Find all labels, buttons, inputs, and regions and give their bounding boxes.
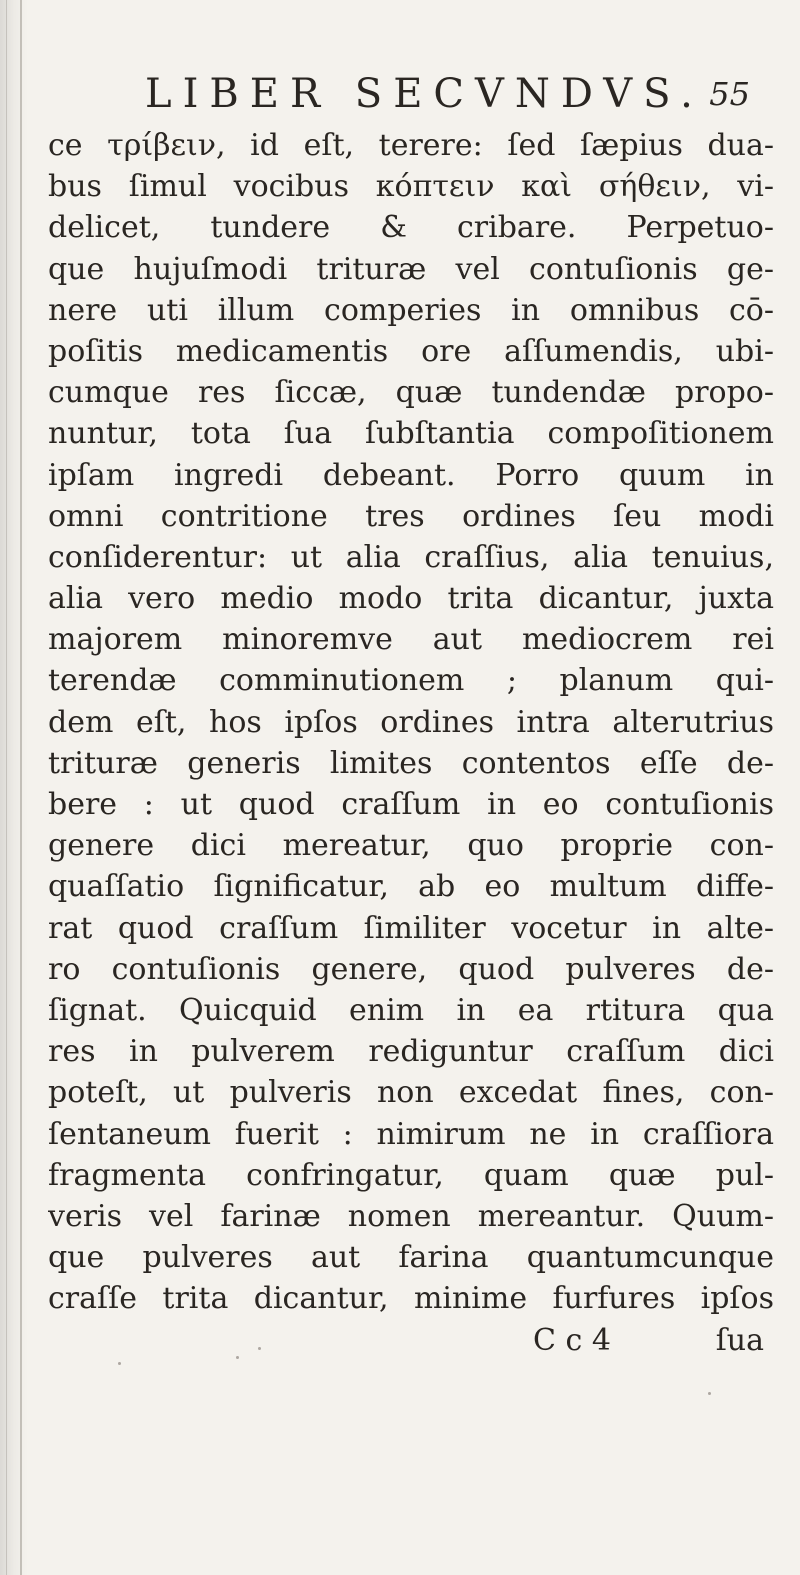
text-line: nuntur, tota ſua ſubſtantia compoſitionem <box>48 416 774 452</box>
text-line: que hujuſmodi trituræ vel contuſionis ge- <box>48 251 774 287</box>
text-line: poſitis medicamentis ore aſſumendis, ubi- <box>48 333 774 369</box>
text-line: rat quod craſſum ſimiliter vocetur in alte- <box>48 910 774 946</box>
gutter-fold-line <box>20 0 22 1575</box>
catchword: ſua <box>715 1323 764 1358</box>
text-line: nere uti illum comperies in omnibus cō- <box>48 292 774 328</box>
text-line: craſſe trita dicantur, minime furfures ipſos <box>48 1281 774 1317</box>
text-line: ſentaneum fuerit : nimirum ne in craſſiora <box>48 1116 774 1152</box>
text-line: ſignat. Quicquid enim in ea rtitura qua <box>48 992 774 1028</box>
ink-speck <box>258 1347 261 1350</box>
text-line: ro contuſionis genere, quod pulveres de- <box>48 951 774 987</box>
text-line: omni contritione tres ordines ſeu modi <box>48 498 774 534</box>
text-line: majorem minoremve aut mediocrem rei <box>48 622 774 658</box>
text-line: ce τρίβειν, id eſt, terere: ſed ſæpius dua- <box>48 128 774 163</box>
text-line: poteſt, ut pulveris non excedat fines, con- <box>48 1075 774 1111</box>
text-line: conſiderentur: ut alia craſſius, alia tenuius, <box>48 539 774 575</box>
gutter-shadow-line <box>6 0 7 1575</box>
text-line: ipſam ingredi debeant. Porro quum in <box>48 457 774 493</box>
text-line: terendæ comminutionem ; planum qui- <box>48 663 774 699</box>
text-line: cumque res ſiccæ, quæ tundendæ propo- <box>48 375 774 411</box>
signature-mark: C c 4 <box>533 1323 611 1358</box>
text-line: quaſſatio ſignificatur, ab eo multum diffe- <box>48 869 774 905</box>
text-line: delicet, tundere & cribare. Perpetuo- <box>48 210 774 246</box>
ink-speck <box>118 1362 121 1365</box>
text-line: trituræ generis limites contentos eſſe de- <box>48 745 774 781</box>
ink-speck <box>236 1356 239 1359</box>
text-line: dem eſt, hos ipſos ordines intra alterutrius <box>48 704 774 740</box>
text-line: que pulveres aut farina quantumcunque <box>48 1240 774 1276</box>
text-line: veris vel farinæ nomen mereantur. Quum- <box>48 1198 774 1234</box>
text-line: alia vero medio modo trita dicantur, juxta <box>48 581 774 617</box>
page-number: 55 <box>709 75 750 113</box>
footer-line <box>48 1320 774 1362</box>
body-text <box>48 125 774 1319</box>
text-line: res in pulverem rediguntur craſſum dici <box>48 1034 774 1070</box>
running-head: LIBER SECVNDVS. <box>145 71 704 117</box>
text-line: fragmenta confringatur, quam quæ pul- <box>48 1157 774 1193</box>
text-line: bere : ut quod craſſum in eo contuſionis <box>48 787 774 822</box>
text-line: genere dici mereatur, quo proprie con- <box>48 828 774 864</box>
ink-speck <box>708 1392 711 1395</box>
text-line: bus ſimul vocibus κόπτειν καὶ σήθειν, vi- <box>48 169 774 205</box>
